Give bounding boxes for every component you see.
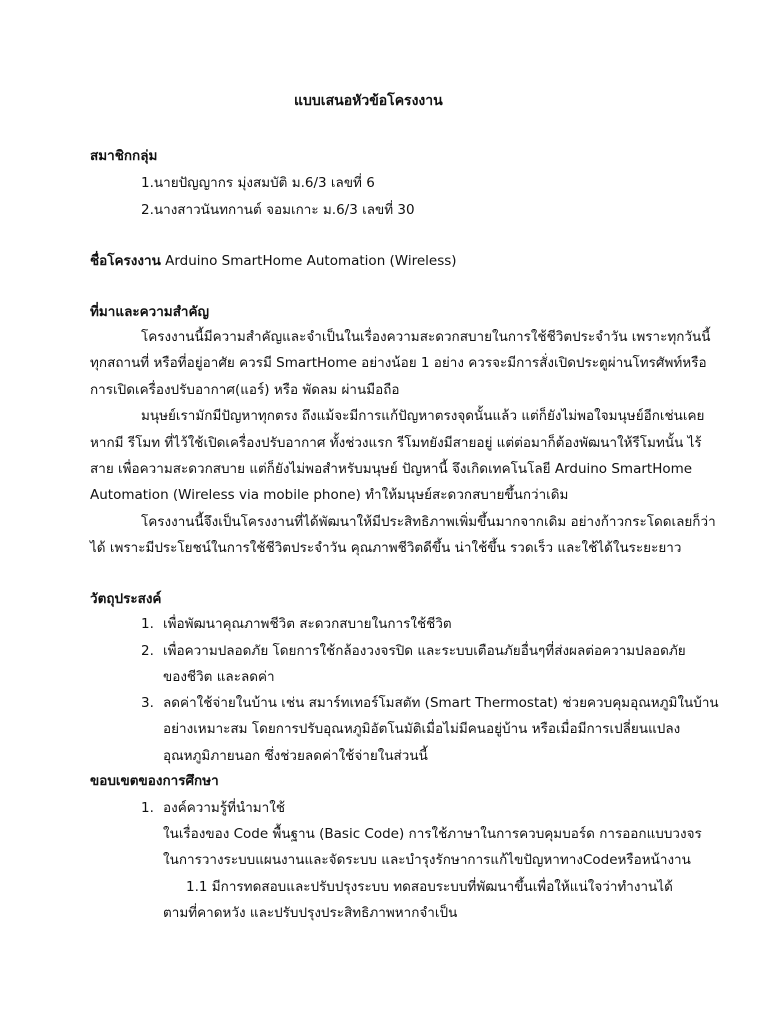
list-number: 2. [141,643,154,659]
objectives-heading: วัตถุประสงค์ [90,591,162,607]
background-line: ทุกสถานที่ หรือที่อยู่อาศัย ควรมี SmartHome อย่างน้อย 1 อย่าง ควรจะมีการสั่งเปิดประตูผ่านโทรศัพท์หรือ [90,355,707,371]
member-item: 2.นางสาวนันทกานต์ จอมเกาะ ม.6/3 เลขที่ 30 [141,202,415,218]
background-line: โครงงานนี้มีความสำคัญและจำเป็นในเรื่องความสะดวกสบายในการใช้ชีวิตประจำวัน เพราะทุกวันนี้ [141,329,711,345]
project-name: Arduino SmartHome Automation (Wireless) [165,253,457,269]
list-number: 3. [141,695,154,711]
objective-line: ของชีวิต และลดค่า [163,669,275,685]
objective-line: อย่างเหมาะสม โดยการปรับอุณหภูมิอัตโนมัติเมื่อไม่มีคนอยู่บ้าน หรือเมื่อมีการเปลี่ยนแปลง [163,721,681,737]
list-number: 1. [141,800,154,816]
scope-line: ตามที่คาดหวัง และปรับปรุงประสิทธิภาพหากจำเป็น [163,905,458,921]
background-line: มนุษย์เรามักมีปัญหาทุกตรง ถึงแม้จะมีการแก้ปัญหาตรงจุดนั้นแล้ว แต่ก็ยังไม่พอใจมนุษย์อีกเช่นเคย [141,408,705,424]
objective-line: อุณหภูมิภายนอก ซึ่งช่วยลดค่าใช้จ่ายในส่วนนี้ [163,748,428,764]
scope-heading: ขอบเขตของการศึกษา [90,773,219,789]
scope-line: ในการวางระบบแผนงานและจัดระบบ และบำรุงรักษาการแก้ไขปัญหาทางCodeหรือหน้างาน [163,852,691,868]
background-line: หากมี รีโมท ที่ไว้ใช้เปิดเครื่องปรับอากาศ ทั้งช่วงแรก รีโมทยังมีสายอยู่ แต่ต่อมาก็ต้องพัฒนาให้รีโมทนั้น ไร้ [90,435,702,451]
background-heading: ที่มาและความสำคัญ [90,304,210,320]
project-line [90,251,457,271]
objective-line: ลดค่าใช้จ่ายในบ้าน เช่น สมาร์ทเทอร์โมสตัท (Smart Thermostat) ช่วยควบคุมอุณหภูมิในบ้าน [163,695,719,711]
list-number: 1. [141,616,154,632]
project-label: ชื่อโครงงาน [90,253,161,269]
scope-line: องค์ความรู้ที่นำมาใช้ [163,800,286,816]
background-line: ได้ เพราะมีประโยชน์ในการใช้ชีวิตประจำวัน คุณภาพชีวิตดีขึ้น น่าใช้ขึ้น รวดเร็ว และใช้ได้ในระยะยาว [90,540,682,556]
scope-line: ในเรื่องของ Code พื้นฐาน (Basic Code) การใช้ภาษาในการควบคุมบอร์ด การออกแบบวงจร [163,826,702,842]
member-item: 1.นายปัญญากร มุ่งสมบัติ ม.6/3 เลขที่ 6 [141,175,375,191]
background-line: สาย เพื่อความสะดวกสบาย แต่ก็ยังไม่พอสำหรับมนุษย์ ปัญหานี้ จึงเกิดเทคโนโลยี Arduino SmartHome [90,461,693,477]
members-heading: สมาชิกกลุ่ม [90,148,158,164]
objective-line: เพื่อความปลอดภัย โดยการใช้กล้องวงจรปิด และระบบเตือนภัยอื่นๆที่ส่งผลต่อความปลอดภัย [163,643,686,659]
document-title: แบบเสนอหัวข้อโครงงาน [294,93,443,109]
background-line: Automation (Wireless via mobile phone) ทำให้มนุษย์สะดวกสบายขึ้นกว่าเดิม [90,487,569,503]
background-line: โครงงานนี้จึงเป็นโครงงานที่ได้พัฒนาให้มีประสิทธิภาพเพิ่มขึ้นมากจากเดิม อย่างก้าวกระโดดเลยก็ว่า [141,514,716,530]
scope-line: 1.1 มีการทดสอบและปรับปรุงระบบ ทดสอบระบบที่พัฒนาขึ้นเพื่อให้แน่ใจว่าทำงานได้ [186,879,673,895]
background-line: การเปิดเครื่องปรับอากาศ(แอร์) หรือ พัดลม ผ่านมือถือ [90,382,400,398]
objective-line: เพื่อพัฒนาคุณภาพชีวิต สะดวกสบายในการใช้ชีวิต [163,616,452,632]
